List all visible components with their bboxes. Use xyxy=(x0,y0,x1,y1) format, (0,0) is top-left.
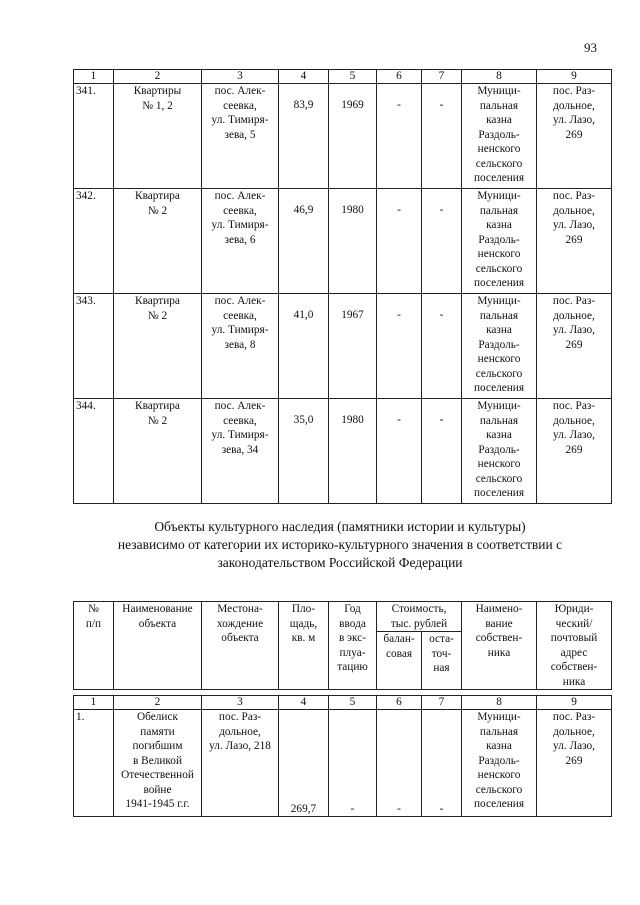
owner-address: пос. Раз- дольное, ул. Лазо, 269 xyxy=(537,294,612,399)
owner-name: Муници- пальная казна Раздоль- ненского сельского поселения xyxy=(462,399,537,504)
row-number: 343. xyxy=(74,294,114,399)
owner-name: Муници- пальная казна Раздоль- ненского сельского поселения xyxy=(462,84,537,189)
residual-value: - xyxy=(422,399,462,504)
header-residual-value: оста- точ- ная xyxy=(422,632,462,690)
header-book-value: балан- совая xyxy=(377,632,422,690)
col-number: 4 xyxy=(279,696,329,710)
table-row xyxy=(74,294,612,399)
column-number-row xyxy=(74,70,612,84)
col-number: 9 xyxy=(537,696,612,710)
object-location: пос. Алек- сеевка, ул. Тимиря- зева, 6 xyxy=(202,189,279,294)
owner-address: пос. Раз- дольное, ул. Лазо, 269 xyxy=(537,84,612,189)
section-heading: Объекты культурного наследия (памятники истории и культуры) независимо от категории их историко-культурного значения в соответствии с законодательством Российской Федерации xyxy=(117,519,563,570)
col-number: 3 xyxy=(202,696,279,710)
row-number: 344. xyxy=(74,399,114,504)
header-area: Пло- щадь, кв. м xyxy=(279,602,329,690)
residual-value: - xyxy=(422,84,462,189)
object-area: 46,9 xyxy=(279,189,329,294)
commission-year: 1980 xyxy=(329,399,377,504)
header-year: Год ввода в экс- плуа- тацию xyxy=(329,602,377,690)
table-row xyxy=(74,399,612,504)
row-number: 342. xyxy=(74,189,114,294)
row-number: 1. xyxy=(74,710,114,817)
object-name: Квартира № 2 xyxy=(114,399,202,504)
col-number: 2 xyxy=(114,696,202,710)
book-value: - xyxy=(377,189,422,294)
col-number: 8 xyxy=(462,696,537,710)
object-location: пос. Алек- сеевка, ул. Тимиря- зева, 34 xyxy=(202,399,279,504)
book-value: - xyxy=(377,294,422,399)
col-number: 4 xyxy=(279,70,329,84)
book-value: - xyxy=(377,710,422,817)
table-row xyxy=(74,84,612,189)
object-location: пос. Алек- сеевка, ул. Тимиря- зева, 8 xyxy=(202,294,279,399)
object-name: Квартира № 2 xyxy=(114,294,202,399)
owner-address: пос. Раз- дольное, ул. Лазо, 269 xyxy=(537,710,612,817)
property-table xyxy=(73,69,612,504)
object-name: Обелиск памяти погибшим в Великой Отечественной войне 1941-1945 г.г. xyxy=(114,710,202,817)
col-number: 2 xyxy=(114,70,202,84)
col-number: 6 xyxy=(377,70,422,84)
col-number: 7 xyxy=(422,696,462,710)
header-address: Юриди- ческий/ почтовый адрес собствен- ника xyxy=(537,602,612,690)
header-cost: Стоимость, тыс. рублей xyxy=(377,602,462,632)
col-number: 1 xyxy=(74,70,114,84)
table-header-row xyxy=(74,602,612,632)
owner-address: пос. Раз- дольное, ул. Лазо, 269 xyxy=(537,189,612,294)
table-row xyxy=(74,710,612,817)
owner-address: пос. Раз- дольное, ул. Лазо, 269 xyxy=(537,399,612,504)
table-row xyxy=(74,189,612,294)
header-num: № п/п xyxy=(74,602,114,690)
col-number: 9 xyxy=(537,70,612,84)
object-area: 35,0 xyxy=(279,399,329,504)
header-owner: Наимено- вание собствен- ника xyxy=(462,602,537,690)
object-location: пос. Алек- сеевка, ул. Тимиря- зева, 5 xyxy=(202,84,279,189)
object-name: Квартира № 2 xyxy=(114,189,202,294)
commission-year: 1969 xyxy=(329,84,377,189)
col-number: 6 xyxy=(377,696,422,710)
heritage-table xyxy=(73,601,612,817)
col-number: 5 xyxy=(329,696,377,710)
residual-value: - xyxy=(422,294,462,399)
commission-year: 1967 xyxy=(329,294,377,399)
col-number: 8 xyxy=(462,70,537,84)
object-location: пос. Раз- дольное, ул. Лазо, 218 xyxy=(202,710,279,817)
header-location: Местона- хождение объекта xyxy=(202,602,279,690)
column-number-row xyxy=(74,696,612,710)
commission-year: 1980 xyxy=(329,189,377,294)
owner-name: Муници- пальная казна Раздоль- ненского сельского поселения xyxy=(462,294,537,399)
row-number: 341. xyxy=(74,84,114,189)
col-number: 3 xyxy=(202,70,279,84)
page-number: 93 xyxy=(584,40,597,55)
book-value: - xyxy=(377,399,422,504)
book-value: - xyxy=(377,84,422,189)
col-number: 5 xyxy=(329,70,377,84)
col-number: 7 xyxy=(422,70,462,84)
object-area: 269,7 xyxy=(279,710,329,817)
col-number: 1 xyxy=(74,696,114,710)
object-area: 41,0 xyxy=(279,294,329,399)
owner-name: Муници- пальная казна Раздоль- ненского сельского поселения xyxy=(462,710,537,817)
object-name: Квартиры № 1, 2 xyxy=(114,84,202,189)
header-name: Наименование объекта xyxy=(114,602,202,690)
residual-value: - xyxy=(422,189,462,294)
commission-year: - xyxy=(329,710,377,817)
object-area: 83,9 xyxy=(279,84,329,189)
residual-value: - xyxy=(422,710,462,817)
owner-name: Муници- пальная казна Раздоль- ненского сельского поселения xyxy=(462,189,537,294)
